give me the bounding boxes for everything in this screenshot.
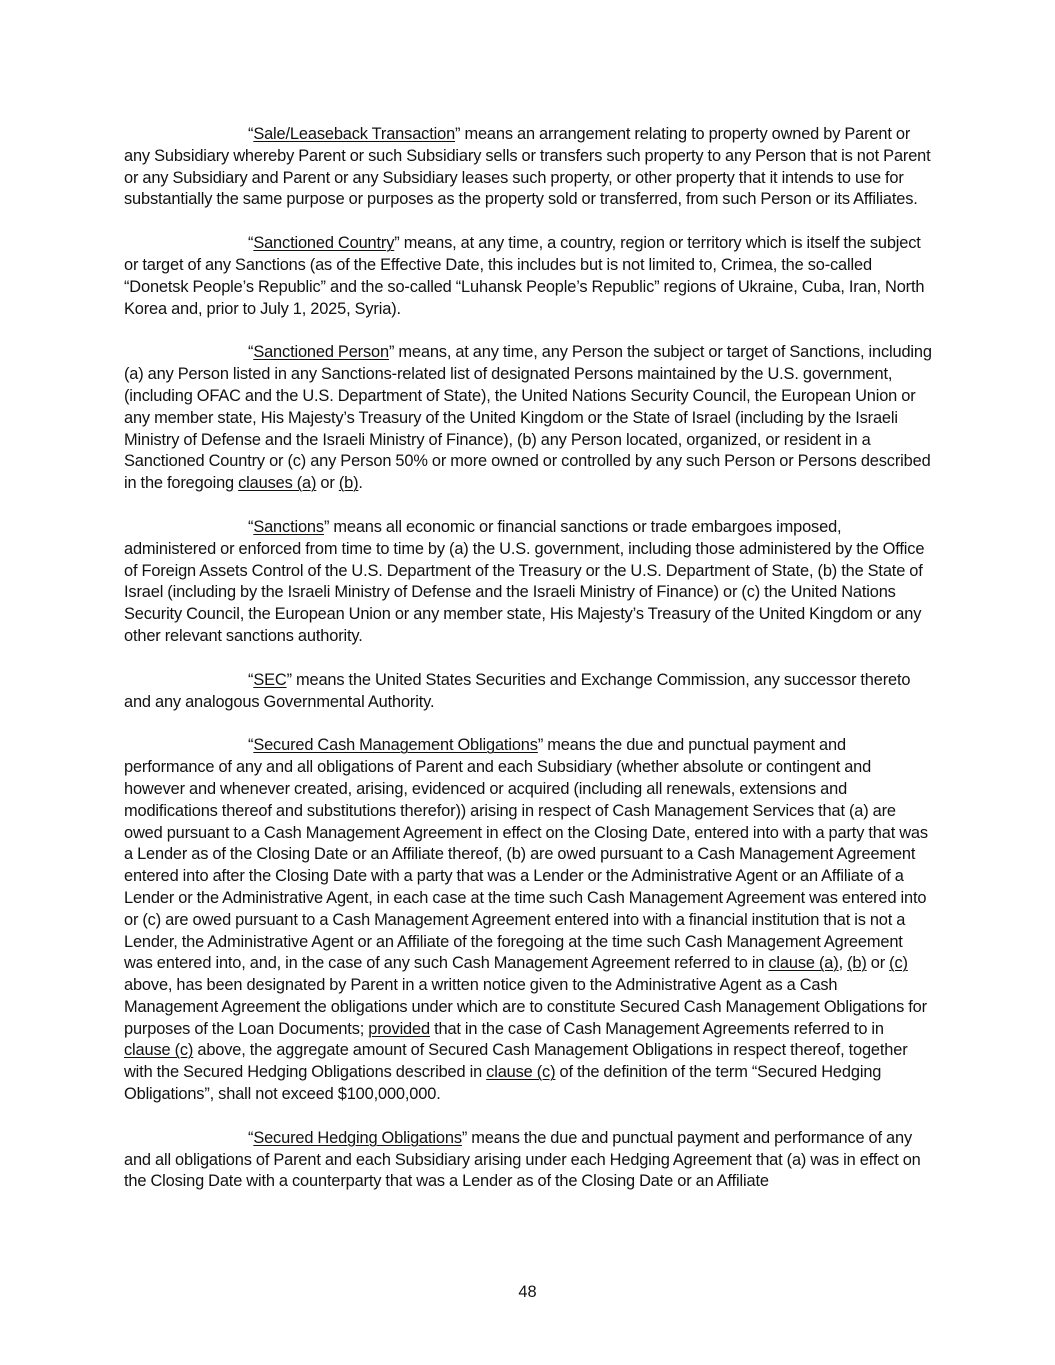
- defined-term: Sanctioned Person: [253, 343, 389, 362]
- definition-sanctioned-person: “Sanctioned Person” means, at any time, any Person the subject or target of Sanctions, including (a) any Person listed in any Sanctions-related list of designated Persons maintained by the U.S. government, (including OFAC and the U.S. Department of State), the United Nations Security Council, the European Union or any member state, His Majesty’s Treasury of the United Kingdom or the State of Israel (including by the Israeli Ministry of Defense and the Israeli Ministry of Finance), (b) any Person located, organized, or resident in a Sanctioned Country or (c) any Person 50% or more owned or controlled by any such Person or Persons described in the foregoing clauses (a) or (b).: [124, 343, 932, 493]
- clause-reference: clause (c): [486, 1063, 556, 1082]
- clause-reference: clause (c): [124, 1041, 194, 1060]
- definition-text: ” means the due and punctual payment and performance of any and all obligations of Parent and each Subsidiary (whether absolute or contingent and however and whenever created, arising, evidenced or acquired (including all renewals, extensions and modifications thereof and substitutions therefor)) arising in respect of Cash Management Services that (a) are owed pursuant to a Cash Management Agreement in effect on the Closing Date, entered into with a party that was a Lender as of the Closing Date or an Affiliate thereof, (b) are owed pursuant to a Cash Management Agreement entered into after the Closing Date with a party that was a Lender or the Administrative Agent or an Affiliate of a Lender or the Administrative Agent, in each case at the time such Cash Management Agreement was entered into or (c) are owed pursuant to a Cash Management Agreement entered into with a financial institution that is not a Lender, the Administrative Agent or an Affiliate of the foregoing at the time such Cash Management Agreement was entered into, and, in the case of any such Cash Management Agreement referred to in: [124, 736, 928, 973]
- clause-reference: (c): [889, 954, 908, 973]
- definition-sanctioned-country: “Sanctioned Country” means, at any time, a country, region or territory which is itself the subject or target of any Sanctions (as of the Effective Date, this includes but is not limited to, Crimea, the so-called “Donetsk People’s Republic” and the so-called “Luhansk People’s Republic” regions of Ukraine, Cuba, Iran, North Korea and, prior to July 1, 2025, Syria).: [124, 234, 925, 318]
- proviso-reference: provided: [368, 1019, 430, 1038]
- definition-text: ,: [838, 954, 848, 973]
- defined-term: SEC: [253, 670, 287, 689]
- definition-text: ” means an arrangement relating to property owned by Parent or any Subsidiary whereby Parent or such Subsidiary sells or transfers such property to any Person that is not Parent or any Subsidiary and Parent or any Subsidiary leases such property, or other property that it intends to use for substantially the same purpose or purposes as the property sold or transferred, from such Person or its Affiliates.: [124, 125, 931, 209]
- clause-reference: (b): [338, 474, 359, 493]
- definition-text: ” means, at any time, a country, region or territory which is itself the subject or target of any Sanctions (as of the Effective Date, this includes but is not limited to, Crimea, the so-called “Donetsk People’s Republic” and the so-called “Luhansk People’s Republic” regions of Ukraine, Cuba, Iran, North Korea and, prior to July 1, 2025, Syria).: [124, 234, 925, 318]
- definition-text: .: [358, 474, 363, 493]
- definition-text: ” means, at any time, any Person the subject or target of Sanctions, including (a) any Person listed in any Sanctions-related list of designated Persons maintained by the U.S. government, (including OFAC and the U.S. Department of State), the United Nations Security Council, the European Union or any member state, His Majesty’s Treasury of the United Kingdom or the State of Israel (including by the Israeli Ministry of Defense and the Israeli Ministry of Finance), (b) any Person located, organized, or resident in a Sanctioned Country or (c) any Person 50% or more owned or controlled by any such Person or Persons described in the foregoing: [124, 343, 932, 493]
- definition-text: of the definition of the term “Secured Hedging Obligations”, shall not exceed $100,000,000.: [124, 1063, 882, 1104]
- page-number: 48: [518, 1283, 537, 1301]
- definition-sanctions: “Sanctions” means all economic or financial sanctions or trade embargoes imposed, administered or enforced from time to time by (a) the U.S. government, including those administered by the Office of Foreign Assets Control of the U.S. Department of the Treasury or the U.S. Department of State, (b) the State of Israel (including by the Israeli Ministry of Defense and the Israeli Ministry of Finance) or (c) the United Nations Security Council, the European Union or any member state, His Majesty’s Treasury of the United Kingdom or any other relevant sanctions authority.: [124, 517, 925, 645]
- defined-term: Secured Hedging Obligations: [253, 1128, 462, 1147]
- definition-text: that in the case of Cash Management Agreements referred to in: [429, 1019, 884, 1038]
- defined-term: Secured Cash Management Obligations: [253, 736, 538, 755]
- clause-reference: clauses (a): [238, 474, 317, 493]
- definition-text: ” means all economic or financial sanctions or trade embargoes imposed, administered or enforced from time to time by (a) the U.S. government, including those administered by the Office of Foreign Assets Control of the U.S. Department of the Treasury or the U.S. Department of State, (b) the State of Israel (including by the Israeli Ministry of Defense and the Israeli Ministry of Finance) or (c) the United Nations Security Council, the European Union or any member state, His Majesty’s Treasury of the United Kingdom or any other relevant sanctions authority.: [124, 517, 925, 645]
- definition-secured-cash-management-obligations: “Secured Cash Management Obligations” means the due and punctual payment and performance of any and all obligations of Parent and each Subsidiary (whether absolute or contingent and however and whenever created, arising, evidenced or acquired (including all renewals, extensions and modifications thereof and substitutions therefor)) arising in respect of Cash Management Services that (a) are owed pursuant to a Cash Management Agreement in effect on the Closing Date, entered into with a party that was a Lender as of the Closing Date or an Affiliate thereof, (b) are owed pursuant to a Cash Management Agreement entered into after the Closing Date with a party that was a Lender or the Administrative Agent or an Affiliate of a Lender or the Administrative Agent, in each case at the time such Cash Management Agreement was entered into or (c) are owed pursuant to a Cash Management Agreement entered into with a financial institution that is not a Lender, the Administrative Agent or an Affiliate of the foregoing at the time such Cash Management Agreement was entered into, and, in the case of any such Cash Management Agreement referred to in clause (a), (b) or (c) above, has been designated by Parent in a written notice given to the Administrative Agent as a Cash Management Agreement the obligations under which are to constitute Secured Cash Management Obligations for purposes of the Loan Documents; provided that in the case of Cash Management Agreements referred to in clause (c) above, the aggregate amount of Secured Cash Management Obligations in respect thereof, together with the Secured Hedging Obligations described in clause (c) of the definition of the term “Secured Hedging Obligations”, shall not exceed $100,000,000.: [124, 736, 928, 1104]
- definition-sale-leaseback-transaction: “Sale/Leaseback Transaction” means an arrangement relating to property owned by Parent or any Subsidiary whereby Parent or such Subsidiary sells or transfers such property to any Person that is not Parent or any Subsidiary and Parent or any Subsidiary leases such property, or other property that it intends to use for substantially the same purpose or purposes as the property sold or transferred, from such Person or its Affiliates.: [124, 125, 931, 209]
- defined-term: Sanctions: [253, 517, 324, 536]
- definition-text: above, has been designated by Parent in a written notice given to the Administrative Agent as a Cash Management Agreement the obligations under which are to constitute Secured Cash Management Obligations for purposes of the Loan Documents;: [124, 976, 927, 1038]
- definition-text: above, the aggregate amount of Secured Cash Management Obligations in respect thereof, together with the Secured Hedging Obligations described in: [124, 1041, 908, 1082]
- definition-secured-hedging-obligations: “Secured Hedging Obligations” means the due and punctual payment and performance of any and all obligations of Parent and each Subsidiary arising under each Hedging Agreement that (a) was in effect on the Closing Date with a counterparty that was a Lender as of the Closing Date or an Affiliate: [124, 1128, 921, 1191]
- document-page: [124, 124, 932, 1215]
- defined-term: Sanctioned Country: [253, 234, 395, 253]
- definition-sec: “SEC” means the United States Securities and Exchange Commission, any successor thereto and any analogous Governmental Authority.: [124, 670, 911, 711]
- clause-reference: clause (a): [768, 954, 839, 973]
- clause-reference: (b): [847, 954, 867, 973]
- definition-text: ” means the due and punctual payment and performance of any and all obligations of Parent and each Subsidiary arising under each Hedging Agreement that (a) was in effect on the Closing Date with a counterparty that was a Lender as of the Closing Date or an Affiliate: [124, 1128, 921, 1191]
- definition-text: or: [866, 954, 890, 973]
- defined-term: Sale/Leaseback Transaction: [253, 125, 456, 143]
- definition-text: ” means the United States Securities and Exchange Commission, any successor thereto and any analogous Governmental Authority.: [124, 670, 911, 711]
- definition-text: or: [316, 474, 339, 493]
